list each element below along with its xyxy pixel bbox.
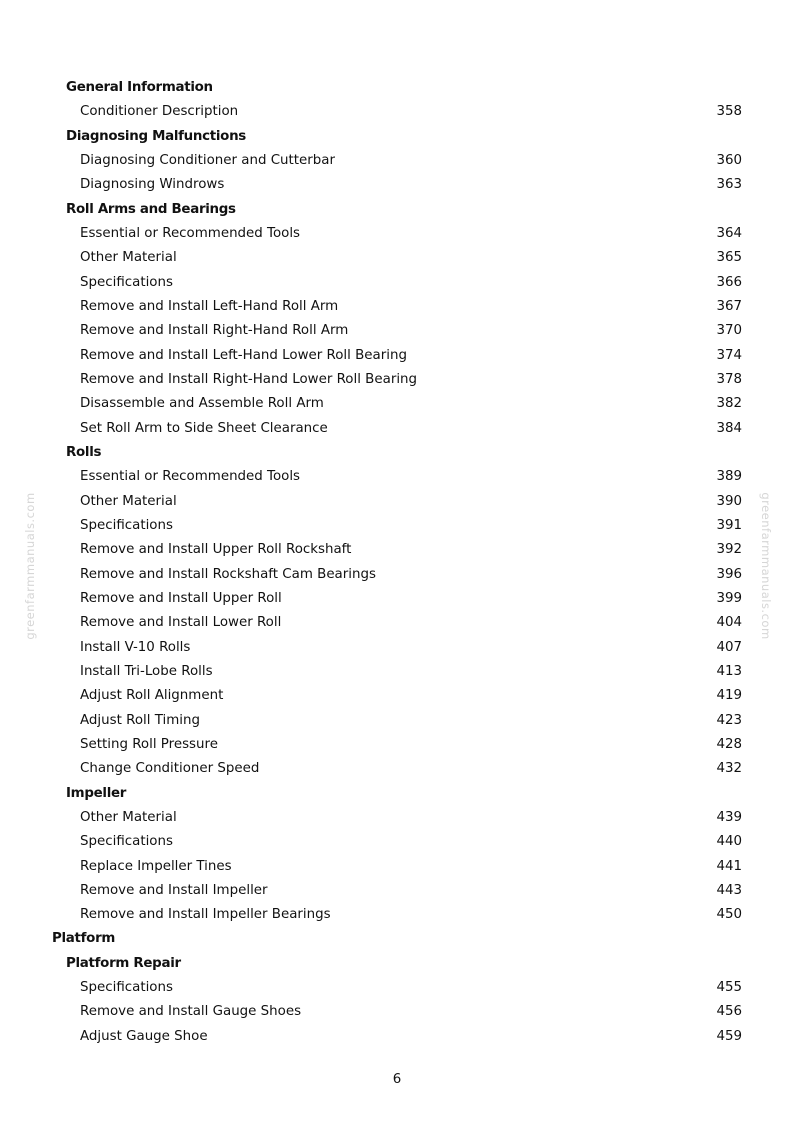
toc-entry[interactable] <box>0 1025 794 1049</box>
toc-entry[interactable] <box>0 903 794 927</box>
toc-entry-title: Specifications <box>80 980 173 996</box>
toc-entry-title: Roll Arms and Bearings <box>66 201 236 217</box>
toc-entry-title: Change Conditioner Speed <box>80 761 260 777</box>
toc-entry[interactable] <box>0 563 794 587</box>
toc-entry[interactable] <box>0 465 794 489</box>
toc-entry-title: Disassemble and Assemble Roll Arm <box>80 396 324 412</box>
toc-entry-title: Impeller <box>66 785 127 801</box>
watermark-left: greenfarmmanuals.com <box>23 492 37 640</box>
toc-entry[interactable] <box>0 806 794 830</box>
toc-entry[interactable] <box>0 636 794 660</box>
toc-section-heading <box>0 782 794 806</box>
toc-entry[interactable] <box>0 830 794 854</box>
toc-entry-page: 459 <box>716 1028 742 1044</box>
toc-entry[interactable] <box>0 344 794 368</box>
toc-entry[interactable] <box>0 879 794 903</box>
toc-entry-page: 396 <box>716 566 742 582</box>
toc-entry-title: Remove and Install Left-Hand Roll Arm <box>80 298 339 314</box>
toc-entry-title: General Information <box>66 80 213 95</box>
toc-entry[interactable] <box>0 538 794 562</box>
toc-entry-page: 392 <box>716 542 742 558</box>
toc-entry-page: 374 <box>716 347 742 363</box>
toc-entry[interactable] <box>0 490 794 514</box>
toc-entry-title: Remove and Install Upper Roll Rockshaft <box>80 542 352 558</box>
toc-entry-title: Set Roll Arm to Side Sheet Clearance <box>80 420 328 436</box>
toc-entry-page: 439 <box>716 809 742 825</box>
toc-entry[interactable] <box>0 417 794 441</box>
toc-entry-page: 358 <box>716 104 742 120</box>
toc-entry-page: 389 <box>716 469 742 485</box>
toc-entry[interactable] <box>0 757 794 781</box>
toc-entry[interactable] <box>0 368 794 392</box>
toc-entry-title: Diagnosing Windrows <box>80 177 225 193</box>
toc-entry-title: Remove and Install Upper Roll <box>80 590 282 606</box>
toc-entry[interactable] <box>0 1000 794 1024</box>
toc-entry-title: Adjust Roll Timing <box>80 712 200 728</box>
toc-section-heading <box>0 76 794 100</box>
toc-section-heading <box>0 125 794 149</box>
toc-entry-title: Other Material <box>80 250 177 266</box>
toc-entry-title: Specifications <box>80 834 173 850</box>
toc-entry-page: 363 <box>716 177 742 193</box>
toc-entry-title: Remove and Install Impeller <box>80 882 268 898</box>
toc-entry[interactable] <box>0 611 794 635</box>
toc-entry-title: Essential or Recommended Tools <box>80 469 301 485</box>
toc-entry-title: Remove and Install Gauge Shoes <box>80 1004 302 1020</box>
toc-section-heading <box>0 952 794 976</box>
toc-entry-page: 360 <box>716 152 742 168</box>
toc-entry[interactable] <box>0 976 794 1000</box>
toc-entry[interactable] <box>0 295 794 319</box>
toc-entry-page: 366 <box>716 274 742 290</box>
toc-entry[interactable] <box>0 514 794 538</box>
toc-entry[interactable] <box>0 271 794 295</box>
toc-entry-page: 443 <box>716 882 742 898</box>
toc-entry-page: 423 <box>716 712 742 728</box>
toc-entry-title: Diagnosing Conditioner and Cutterbar <box>80 152 335 168</box>
toc-entry-page: 399 <box>716 590 742 606</box>
toc-entry-title: Essential or Recommended Tools <box>80 225 301 241</box>
toc-entry-title: Platform <box>52 931 116 947</box>
toc-entry-page: 428 <box>716 736 742 752</box>
toc-entry[interactable] <box>0 660 794 684</box>
toc-entry-page: 382 <box>716 396 742 412</box>
toc-entry[interactable] <box>0 684 794 708</box>
toc-entry-page: 391 <box>716 517 742 533</box>
toc-entry-title: Rolls <box>66 444 102 460</box>
toc-entry-title: Adjust Gauge Shoe <box>80 1028 208 1044</box>
toc-entry-title: Adjust Roll Alignment <box>80 688 224 704</box>
toc-entry-title: Conditioner Description <box>80 104 239 120</box>
toc-entry-title: Install V-10 Rolls <box>80 639 191 655</box>
toc-entry-title: Install Tri-Lobe Rolls <box>80 663 213 679</box>
toc-entry[interactable] <box>0 149 794 173</box>
toc-entry-title: Other Material <box>80 493 177 509</box>
toc-entry[interactable] <box>0 709 794 733</box>
toc-entry-page: 390 <box>716 493 742 509</box>
toc-entry-page: 378 <box>716 371 742 387</box>
toc-entry-title: Remove and Install Lower Roll <box>80 615 282 631</box>
toc-entry-page: 407 <box>716 639 742 655</box>
toc-entry[interactable] <box>0 855 794 879</box>
toc-entry-page: 440 <box>716 834 742 850</box>
toc-entry-title: Other Material <box>80 809 177 825</box>
toc-section-heading <box>0 198 794 222</box>
toc-entry-page: 370 <box>716 323 742 339</box>
toc-entry-page: 432 <box>716 761 742 777</box>
toc-entry[interactable] <box>0 587 794 611</box>
toc-entry-page: 450 <box>716 907 742 923</box>
toc-entry-title: Remove and Install Rockshaft Cam Bearings <box>80 566 376 582</box>
toc-entry-page: 419 <box>716 688 742 704</box>
toc-entry-page: 364 <box>716 225 742 241</box>
toc-entry-title: Remove and Install Left-Hand Lower Roll Bearing <box>80 347 407 363</box>
toc-entry[interactable] <box>0 733 794 757</box>
toc-entry-title: Specifications <box>80 517 173 533</box>
toc-entry[interactable] <box>0 392 794 416</box>
toc-entry-title: Remove and Install Impeller Bearings <box>80 907 331 923</box>
toc-entry-title: Setting Roll Pressure <box>80 736 218 752</box>
toc-entry[interactable] <box>0 319 794 343</box>
toc-entry-title: Replace Impeller Tines <box>80 858 232 874</box>
watermark-right: greenfarmmanuals.com <box>759 492 773 640</box>
toc-entry-title: Remove and Install Right-Hand Roll Arm <box>80 323 349 339</box>
toc-entry[interactable] <box>0 100 794 124</box>
toc-entry[interactable] <box>0 246 794 270</box>
toc-entry[interactable] <box>0 222 794 246</box>
toc-entry-page: 441 <box>716 858 742 874</box>
toc-entry-title: Platform Repair <box>66 955 181 971</box>
table-of-contents <box>0 76 794 1049</box>
toc-entry-page: 367 <box>716 298 742 314</box>
toc-section-heading <box>0 441 794 465</box>
toc-entry-title: Specifications <box>80 274 173 290</box>
page-number: 6 <box>392 1072 402 1087</box>
toc-entry-page: 413 <box>716 663 742 679</box>
toc-entry-page: 384 <box>716 420 742 436</box>
toc-entry-title: Remove and Install Right-Hand Lower Roll Bearing <box>80 371 418 387</box>
toc-entry-page: 455 <box>716 980 742 996</box>
toc-entry-title: Diagnosing Malfunctions <box>66 128 246 144</box>
toc-entry-page: 365 <box>716 250 742 266</box>
toc-entry[interactable] <box>0 173 794 197</box>
toc-entry-page: 404 <box>716 615 742 631</box>
toc-section-heading <box>0 927 794 951</box>
toc-entry-page: 456 <box>716 1004 742 1020</box>
